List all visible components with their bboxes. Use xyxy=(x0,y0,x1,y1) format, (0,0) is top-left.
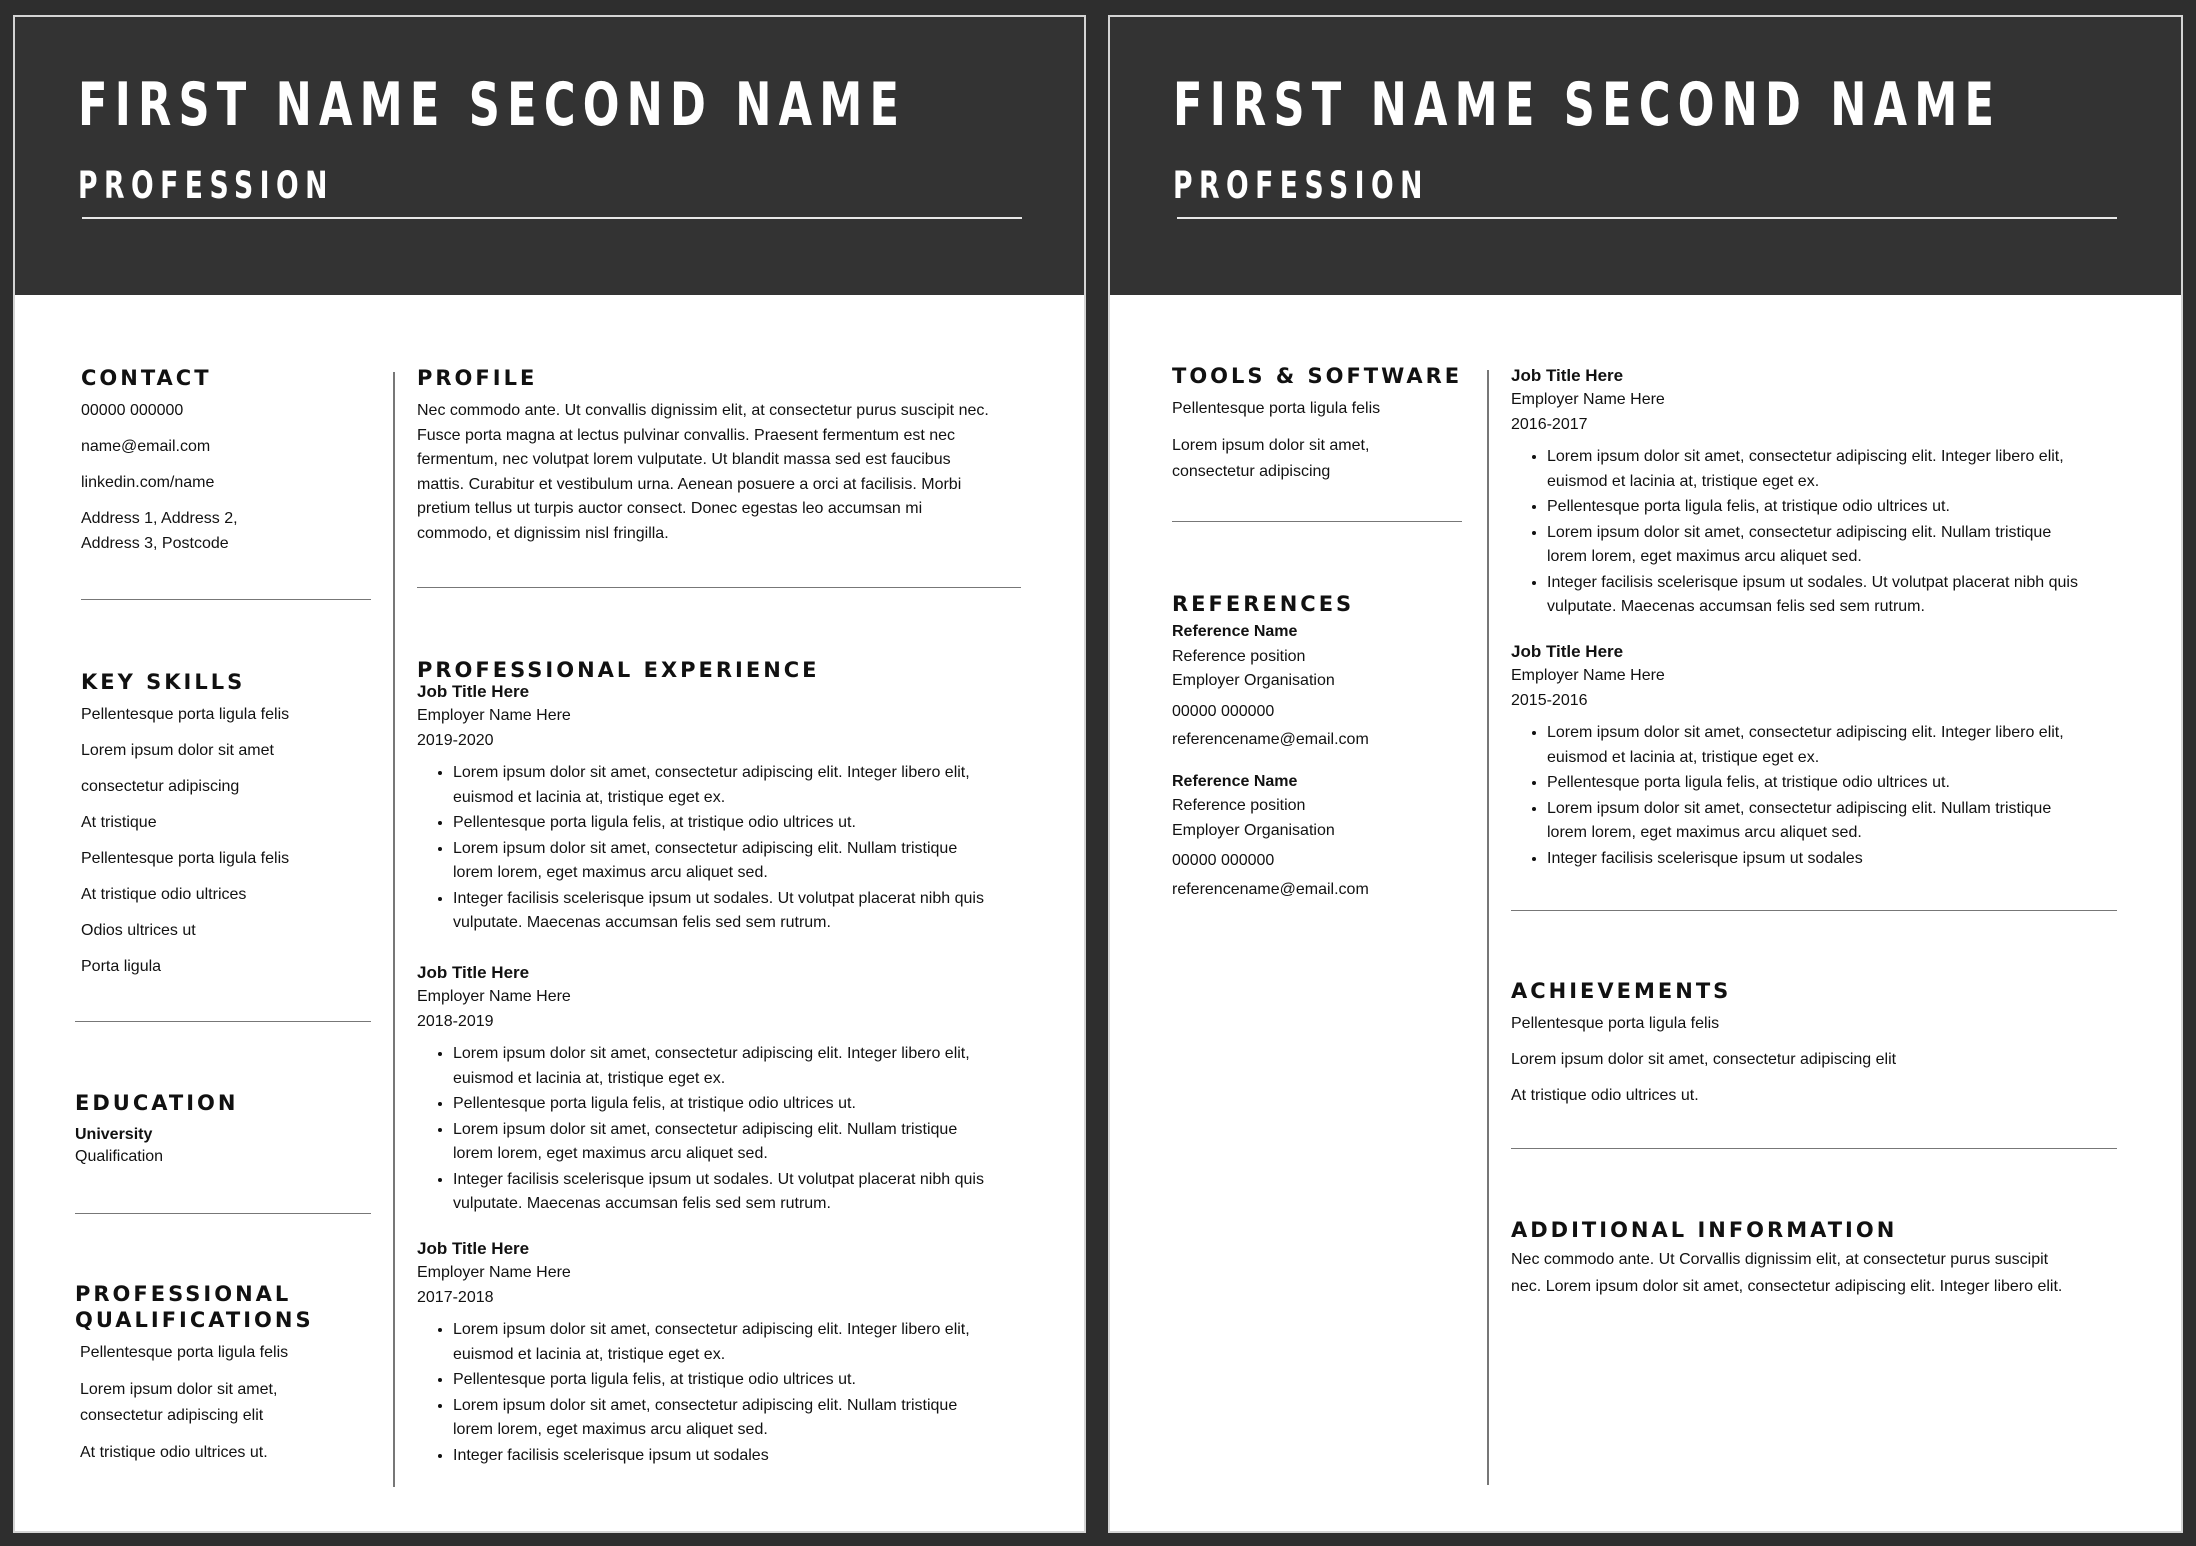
job-bullet xyxy=(453,1368,1057,1393)
bullet-line: Lorem ipsum dolor sit amet, consectetur adipiscing elit. Nullam tristique xyxy=(453,1120,958,1138)
job-employer: Employer Name Here xyxy=(1511,391,1665,408)
job-bullets xyxy=(1511,721,2161,871)
resume-header xyxy=(1110,17,2181,295)
reference-position: Reference position xyxy=(1172,647,1306,665)
job-title: Job Title Here xyxy=(417,1239,530,1258)
profile-line: pretium tellus ut turpis auctor consect. Donec egestas leo accumsan mi xyxy=(417,500,923,517)
skill-item: At tristique xyxy=(81,814,157,831)
skill-item: Lorem ipsum dolor sit amet xyxy=(81,742,274,759)
job-bullet xyxy=(453,1168,1057,1217)
job-bullets xyxy=(417,1318,1057,1468)
achievement-item: At tristique odio ultrices ut. xyxy=(1511,1087,1699,1104)
bullet-line: Pellentesque porta ligula felis, at tristique odio ultrices ut. xyxy=(453,1095,856,1112)
additional-info-section xyxy=(1511,1217,2161,1300)
job-bullet xyxy=(453,1318,1057,1367)
bullet-line: Pellentesque porta ligula felis, at tristique odio ultrices ut. xyxy=(453,814,856,831)
section-divider xyxy=(1511,910,2117,911)
job-entry xyxy=(1511,363,2161,621)
job-entry xyxy=(1511,639,2161,872)
bullet-line: lorem lorem, eget maximus arcu aliquet sed. xyxy=(453,1145,768,1162)
job-bullet xyxy=(1547,495,2161,520)
bullet-line: euismod et lacinia at, tristique eget ex. xyxy=(453,1345,726,1363)
bullet-line: Lorem ipsum dolor sit amet, consectetur adipiscing elit. Nullam tristique xyxy=(453,839,958,857)
skill-item: consectetur adipiscing xyxy=(81,778,240,795)
resume-page-1 xyxy=(13,15,1086,1533)
job-bullet xyxy=(453,887,1057,936)
reference-name: Reference Name xyxy=(1172,623,1298,640)
bullet-line: lorem lorem, eget maximus arcu aliquet sed. xyxy=(453,864,768,881)
bullet-line: euismod et lacinia at, tristique eget ex. xyxy=(1547,748,1820,766)
skill-item: Pellentesque porta ligula felis xyxy=(81,706,290,723)
job-employer: Employer Name Here xyxy=(417,707,571,724)
job-employer: Employer Name Here xyxy=(1511,667,1665,684)
profile-line: Fusce porta magna at lectus pulvinar convallis. Praesent fermentum est nec xyxy=(417,426,956,444)
qualifications-title-line1: PROFESSIONAL xyxy=(75,1282,292,1306)
bullet-line: Lorem ipsum dolor sit amet, consectetur adipiscing elit. Nullam tristique xyxy=(1547,523,2052,541)
skill-item: Pellentesque porta ligula felis xyxy=(81,850,290,867)
job-bullet xyxy=(453,1092,1057,1117)
reference-organisation: Employer Organisation xyxy=(1172,821,1335,839)
qualification-item: At tristique odio ultrices ut. xyxy=(80,1444,268,1461)
job-entry xyxy=(417,679,1057,937)
profile-line: commodo, et dignissim nisl fringilla. xyxy=(417,524,669,542)
candidate-name: FIRST NAME SECOND NAME xyxy=(1173,70,2002,140)
bullet-line: Lorem ipsum dolor sit amet, consectetur adipiscing elit. Nullam tristique xyxy=(453,1396,958,1414)
reference-phone: 00000 000000 xyxy=(1172,852,1275,869)
bullet-line: euismod et lacinia at, tristique eget ex. xyxy=(1547,472,1820,490)
tools-title: TOOLS & SOFTWARE xyxy=(1172,364,1463,388)
profile-title: PROFILE xyxy=(417,366,538,390)
job-dates: 2016-2017 xyxy=(1511,415,1588,433)
job-dates: 2017-2018 xyxy=(417,1288,494,1306)
achievement-item: Lorem ipsum dolor sit amet, consectetur adipiscing elit xyxy=(1511,1051,1897,1068)
reference-position: Reference position xyxy=(1172,797,1306,814)
profile-section xyxy=(417,365,1057,546)
additional-info-line: nec. Lorem ipsum dolor sit amet, consectetur adipiscing elit. Integer libero elit. xyxy=(1511,1278,2063,1295)
section-divider xyxy=(75,1213,371,1214)
header-divider xyxy=(82,217,1022,219)
education-qualification: Qualification xyxy=(75,1148,164,1165)
job-bullet xyxy=(1547,847,2161,872)
section-divider xyxy=(417,587,1021,588)
job-bullet xyxy=(453,811,1057,836)
bullet-line: Lorem ipsum dolor sit amet, consectetur adipiscing elit. Integer libero elit, xyxy=(1547,448,2064,465)
job-employer: Employer Name Here xyxy=(417,1264,571,1281)
bullet-line: lorem lorem, eget maximus arcu aliquet sed. xyxy=(1547,548,1862,565)
bullet-line: lorem lorem, eget maximus arcu aliquet sed. xyxy=(453,1421,768,1438)
section-divider xyxy=(1172,521,1462,522)
bullet-line: Lorem ipsum dolor sit amet, consectetur adipiscing elit. Integer libero elit, xyxy=(453,764,970,781)
job-title: Job Title Here xyxy=(1511,642,1624,661)
job-bullet xyxy=(1547,521,2161,570)
bullet-line: euismod et lacinia at, tristique eget ex. xyxy=(453,788,726,806)
candidate-profession: PROFESSION xyxy=(1173,164,1429,207)
reference-phone: 00000 000000 xyxy=(1172,702,1275,720)
contact-address-line2: Address 3, Postcode xyxy=(81,534,229,552)
bullet-line: Lorem ipsum dolor sit amet, consectetur adipiscing elit. Integer libero elit, xyxy=(453,1045,970,1062)
skill-item: Porta ligula xyxy=(81,958,162,975)
bullet-line: Pellentesque porta ligula felis, at tristique odio ultrices ut. xyxy=(1547,498,1950,515)
bullet-line: Lorem ipsum dolor sit amet, consectetur adipiscing elit. Integer libero elit, xyxy=(1547,724,2064,741)
reference-organisation: Employer Organisation xyxy=(1172,672,1335,689)
resume-header xyxy=(15,17,1084,295)
job-dates: 2015-2016 xyxy=(1511,691,1588,709)
reference-entry xyxy=(1172,770,1492,903)
qualifications-title-line2: QUALIFICATIONS xyxy=(75,1308,314,1332)
references-section xyxy=(1172,591,1492,902)
bullet-line: euismod et lacinia at, tristique eget ex. xyxy=(453,1069,726,1087)
job-bullet xyxy=(453,1444,1057,1469)
bullet-line: Lorem ipsum dolor sit amet, consectetur adipiscing elit. Nullam tristique xyxy=(1547,799,2052,817)
job-bullet xyxy=(453,1394,1057,1443)
tool-item: Lorem ipsum dolor sit amet, xyxy=(1172,437,1370,454)
job-title: Job Title Here xyxy=(1511,366,1624,385)
job-bullets xyxy=(417,1042,1057,1217)
job-bullet xyxy=(1547,721,2161,770)
key-skills-title: KEY SKILLS xyxy=(81,670,246,694)
job-bullet xyxy=(1547,771,2161,796)
job-bullet xyxy=(453,837,1057,886)
contact-phone: 00000 000000 xyxy=(81,402,184,419)
qualification-item: Lorem ipsum dolor sit amet, xyxy=(80,1381,278,1398)
bullet-line: Pellentesque porta ligula felis, at tristique odio ultrices ut. xyxy=(1547,774,1950,791)
job-bullets xyxy=(417,761,1057,936)
job-bullet xyxy=(453,1118,1057,1167)
tools-section xyxy=(1172,363,1492,485)
education-title: EDUCATION xyxy=(75,1091,239,1115)
qualification-item: Pellentesque porta ligula felis xyxy=(80,1344,289,1361)
qualification-item: consectetur adipiscing elit xyxy=(80,1407,264,1424)
column-divider xyxy=(1487,370,1489,1485)
contact-section xyxy=(81,365,381,556)
column-divider xyxy=(393,372,395,1487)
skill-item: Odios ultrices ut xyxy=(81,922,196,939)
bullet-line: vulputate. Maecenas accumsan felis sed sem rutrum. xyxy=(453,1195,831,1212)
section-divider xyxy=(75,1021,371,1022)
section-divider xyxy=(1511,1148,2117,1149)
job-title: Job Title Here xyxy=(417,963,530,982)
bullet-line: Pellentesque porta ligula felis, at tristique odio ultrices ut. xyxy=(453,1371,856,1388)
reference-entry xyxy=(1172,620,1492,753)
bullet-line: lorem lorem, eget maximus arcu aliquet sed. xyxy=(1547,824,1862,841)
bullet-line: Lorem ipsum dolor sit amet, consectetur adipiscing elit. Integer libero elit, xyxy=(453,1321,970,1338)
job-bullet xyxy=(453,761,1057,810)
bullet-line: Integer facilisis scelerisque ipsum ut sodales xyxy=(1547,849,1863,867)
education-university: University xyxy=(75,1126,153,1143)
job-bullet xyxy=(1547,445,2161,494)
additional-info-line: Nec commodo ante. Ut Corvallis dignissim elit, at consectetur purus suscipit xyxy=(1511,1251,2049,1268)
bullet-line: Integer facilisis scelerisque ipsum ut sodales. Ut volutpat placerat nibh quis xyxy=(1547,573,2078,591)
job-bullet xyxy=(1547,571,2161,620)
job-title: Job Title Here xyxy=(417,682,530,701)
reference-email: referencename@email.com xyxy=(1172,731,1369,748)
experience-title: PROFESSIONAL EXPERIENCE xyxy=(417,658,820,682)
key-skills-section xyxy=(81,669,381,991)
candidate-profession: PROFESSION xyxy=(78,164,334,207)
job-dates: 2018-2019 xyxy=(417,1012,494,1030)
profile-line: fermentum, nec volutpat lorem vulputate. Ut blandit massa sed est faucibus xyxy=(417,451,951,468)
bullet-line: Integer facilisis scelerisque ipsum ut sodales. Ut volutpat placerat nibh quis xyxy=(453,889,984,907)
bullet-line: Integer facilisis scelerisque ipsum ut sodales xyxy=(453,1446,769,1464)
job-bullets xyxy=(1511,445,2161,620)
tool-item: Pellentesque porta ligula felis xyxy=(1172,400,1381,417)
bullet-line: Integer facilisis scelerisque ipsum ut sodales. Ut volutpat placerat nibh quis xyxy=(453,1170,984,1188)
bullet-line: vulputate. Maecenas accumsan felis sed sem rutrum. xyxy=(1547,598,1925,615)
job-dates: 2019-2020 xyxy=(417,731,494,749)
skill-item: At tristique odio ultrices xyxy=(81,886,247,903)
additional-info-title: ADDITIONAL INFORMATION xyxy=(1511,1218,1898,1242)
job-bullet xyxy=(1547,797,2161,846)
profile-line: Nec commodo ante. Ut convallis dignissim elit, at consectetur purus suscipit nec. xyxy=(417,402,989,419)
contact-linkedin: linkedin.com/name xyxy=(81,474,215,491)
contact-address-line1: Address 1, Address 2, xyxy=(81,510,238,527)
bullet-line: vulputate. Maecenas accumsan felis sed sem rutrum. xyxy=(453,914,831,931)
job-entry xyxy=(417,1236,1057,1469)
contact-email: name@email.com xyxy=(81,438,211,455)
qualifications-section xyxy=(75,1281,375,1477)
education-section xyxy=(75,1090,375,1168)
job-bullet xyxy=(453,1042,1057,1091)
job-employer: Employer Name Here xyxy=(417,988,571,1005)
section-divider xyxy=(81,599,371,600)
references-title: REFERENCES xyxy=(1172,592,1355,616)
tool-item: consectetur adipiscing xyxy=(1172,463,1331,480)
header-divider xyxy=(1177,217,2117,219)
achievements-section xyxy=(1511,978,2161,1120)
job-entry xyxy=(417,960,1057,1218)
achievements-title: ACHIEVEMENTS xyxy=(1511,979,1732,1003)
resume-page-2 xyxy=(1108,15,2183,1533)
reference-name: Reference Name xyxy=(1172,772,1298,790)
profile-line: mattis. Curabitur et vestibulum urna. Aenean posuere a orci at facilisis. Morbi xyxy=(417,475,962,493)
achievement-item: Pellentesque porta ligula felis xyxy=(1511,1015,1720,1032)
candidate-name: FIRST NAME SECOND NAME xyxy=(78,70,907,140)
contact-title: CONTACT xyxy=(81,366,212,390)
reference-email: referencename@email.com xyxy=(1172,880,1369,898)
